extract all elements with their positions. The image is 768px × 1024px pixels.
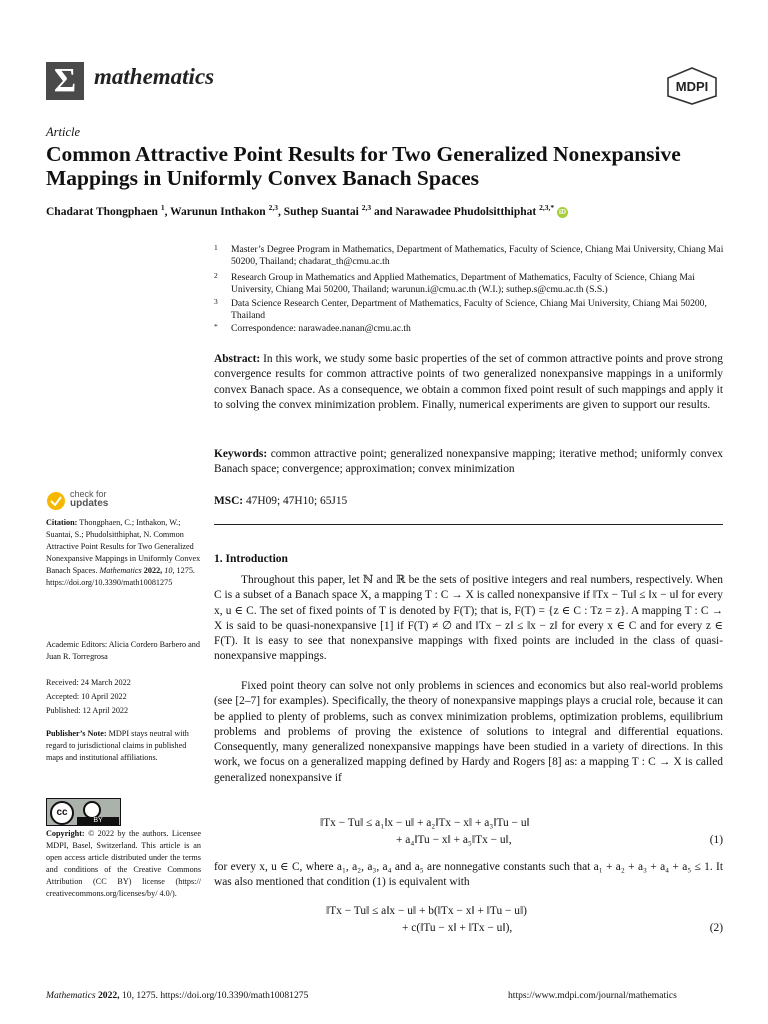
- footer-journal: Mathematics: [46, 990, 96, 1001]
- equation-line: + c(‖Tu − x‖ + ‖Tx − u‖),: [402, 922, 513, 934]
- author-name[interactable]: Warunun Inthakon: [170, 205, 266, 218]
- equation-line: ‖Tx − Tu‖ ≤ a₁‖x − u‖ + a₂‖Tx − x‖ + a₃‖Tu − u‖: [320, 817, 530, 829]
- keywords-text: common attractive point; generalized nonexpansive mapping; iterative method; uniformly convex Banach space; convergence; approximation; convex minimization: [214, 448, 723, 476]
- academic-editors: Academic Editors: Alicia Cordero Barbero and Juan R. Torregrosa: [46, 640, 200, 662]
- sigma-icon: Σ: [53, 62, 77, 99]
- abstract-label: Abstract:: [214, 353, 261, 365]
- author-sup: 2,3,*: [539, 203, 555, 212]
- equation-number: (1): [709, 834, 723, 846]
- footer-doi[interactable]: 10, 1275. https://doi.org/10.3390/math10081275: [121, 990, 309, 1001]
- author-name[interactable]: Chadarat Thongphaen: [46, 205, 158, 218]
- keywords-label: Keywords:: [214, 448, 268, 460]
- citation-journal: Mathematics: [99, 566, 142, 576]
- affiliation-text: Master’s Degree Program in Mathematics, Department of Mathematics, Faculty of Science, Chiang Mai University, Chiang Mai 50200, Thailand; chadarat_th@cmu.ac.th: [231, 244, 724, 268]
- author-sup: 1: [160, 203, 165, 212]
- check-for-updates-badge[interactable]: [46, 488, 126, 514]
- affiliation-text: Data Science Research Center, Department of Mathematics, Faculty of Science, Chiang Mai University, Chiang Mai 50200, Thailand: [231, 298, 707, 322]
- paragraph: Throughout this paper, let ℕ and ℝ be the sets of positive integers and real numbers, respectively. When C is a subset of a Banach space X, a mapping T : C → X is called nonexpansive if ‖Tx − Tu‖ ≤ ‖x − u‖ for every x, u ∈ C. The set of fixed points of T is denoted by F(T); that is, F(T) = {z ∈ C : Tz = z}. A mapping T : C → X is said to be quasi-nonexpansive [1] if F(T) ≠ ∅ and ‖Tx − z‖ ≤ ‖x − z‖ for every x ∈ C and for every z ∈ F(T). It is easy to see that nonexpansive mappings with fixed points are included in the class of quasi-nonexpansive mappings.: [214, 574, 723, 663]
- check-updates-line1: check for: [70, 489, 107, 499]
- affiliation-text: Research Group in Mathematics and Applied Mathematics, Department of Mathematics, Faculty of Science, Chiang Mai University, Chiang Mai 50200, Thailand; warunun.i@cmu.ac.th (W.I.); suthep.s@cmu.ac.th (S.S.): [231, 272, 695, 296]
- section-heading: 1. Introduction: [214, 553, 288, 565]
- abstract: [214, 352, 723, 413]
- affiliation-number: *: [214, 322, 218, 331]
- cc-by-license-badge[interactable]: [46, 798, 121, 826]
- equation-2: [214, 903, 723, 937]
- copyright-label: Copyright:: [46, 829, 85, 838]
- author-sup: 2,3: [268, 203, 278, 212]
- equation-1: [214, 815, 723, 849]
- affiliation: [214, 272, 734, 297]
- by-label: BY: [77, 817, 119, 825]
- journal-name: mathematics: [94, 64, 215, 89]
- footer-year: 2022,: [97, 990, 120, 1001]
- equation-line: ‖Tx − Tu‖ ≤ a‖x − u‖ + b(‖Tx − x‖ + ‖Tu − u‖): [326, 905, 527, 917]
- affiliation: [214, 244, 734, 269]
- equation-line: + a₄‖Tu − x‖ + a₅‖Tx − u‖,: [396, 834, 512, 846]
- check-updates-line2: updates: [70, 498, 109, 509]
- footer-citation: [46, 990, 308, 1001]
- author-conjunction: and: [373, 205, 393, 218]
- paper-title: Common Attractive Point Results for Two Generalized Nonexpansive Mappings in Uniformly Convex Banach Spaces: [46, 142, 681, 190]
- author-name[interactable]: Narawadee Phudolsitthiphat: [395, 205, 537, 218]
- author-list: Chadarat Thongphaen $^1$, Warunun Inthakon $^{2,3}$, Suthep Suantai $^{2,3}$ and Narawadee Phudolsitthiphat $^{2,3,*}$ iD: [46, 203, 567, 218]
- paragraph: Fixed point theory can solve not only problems in sciences and economics but also real-world problems (see [2–7] for examples). Specifically, the theory of nonexpansive mappings plays a crucial role, because it can be applied to plenty of problems, such as convex minimization problems, optimization problems, equilibrium problems and problems of proving the existence of solutions to integral and differential equations. Consequently, many generalized nonexpansive mappings have been studied in a variety of directions. In this work, we focus on a generalized mapping defined by Hardy and Rogers [8] as: a mapping T : C → X is called generalized nonexpansive if: [214, 680, 723, 784]
- journal-logo: [46, 62, 84, 100]
- copyright-text: © 2022 by the authors. Licensee MDPI, Basel, Switzerland. This article is an open access article distributed under the terms and conditions of the Creative Commons Attribution (CC BY) license (https:// creativecommons.org/licenses/by/ 4.0/).: [46, 829, 202, 899]
- check-updates-icon: [46, 490, 66, 512]
- affiliation-number: 2: [214, 271, 218, 280]
- affiliation: [214, 323, 734, 335]
- footer-url[interactable]: https://www.mdpi.com/journal/mathematics: [508, 990, 677, 1001]
- affiliation-text: Correspondence: narawadee.nanan@cmu.ac.th: [231, 323, 411, 334]
- article-type: Article: [46, 125, 81, 139]
- section-divider: [214, 524, 723, 525]
- accepted-date: Accepted: 10 April 2022: [46, 692, 127, 701]
- msc-codes: [214, 494, 723, 509]
- mdpi-logo-icon: [664, 66, 720, 106]
- msc-label: MSC:: [214, 495, 244, 507]
- mdpi-logo-text: MDPI: [675, 79, 709, 94]
- abstract-text: In this work, we study some basic properties of the set of common attractive points and prove strong convergence results for common attractive points of two generalized nonexpansive mappings in a uniformly convex Banach space. As a consequence, we obtain a common fixed point result of such mappings and apply it to solving the convex minimization problem. Finally, numerical experiments are given to support our results.: [214, 353, 723, 411]
- publishers-note: [46, 728, 201, 764]
- cc-icon: cc: [50, 801, 74, 825]
- received-date: Received: 24 March 2022: [46, 678, 131, 687]
- orcid-icon[interactable]: iD: [559, 207, 567, 216]
- citation-label: Citation:: [46, 518, 78, 527]
- author-sup: 2,3: [361, 203, 372, 212]
- affiliation-number: 3: [214, 297, 218, 306]
- affiliation: [214, 298, 734, 323]
- equation-number: (2): [709, 922, 723, 934]
- note-label: Publisher’s Note:: [46, 729, 107, 738]
- paragraph: for every x, u ∈ C, where a₁, a₂, a₃, a₄ and a₅ are nonnegative constants such that a₁ + a₂ + a₃ + a₄ + a₅ ≤ 1. It was also mentioned that condition (1) is equivalent with: [214, 861, 723, 889]
- citation-volume: 10,: [164, 566, 175, 576]
- author-name[interactable]: Suthep Suantai: [283, 205, 359, 218]
- msc-text: 47H09; 47H10; 65J15: [245, 495, 348, 507]
- citation-year: 2022,: [143, 566, 163, 576]
- citation-text: Thongphaen, C.; Inthakon, W.; Suantai, S.; Phudolsitthiphat, N. Common Attractive Point Results for Two Generalized Nonexpansive Mappings in Uniformly Convex Banach Spaces.: [46, 518, 201, 576]
- citation-block: [46, 517, 201, 590]
- keywords: [214, 447, 723, 478]
- citation-doi[interactable]: 1275. https://doi.org/10.3390/math10081275: [46, 566, 195, 588]
- copyright-notice: [46, 828, 201, 901]
- affiliation-number: 1: [214, 243, 218, 252]
- note-text: MDPI stays neutral with regard to jurisdictional claims in published maps and institutional affiliations.: [46, 729, 189, 763]
- published-date: Published: 12 April 2022: [46, 706, 129, 715]
